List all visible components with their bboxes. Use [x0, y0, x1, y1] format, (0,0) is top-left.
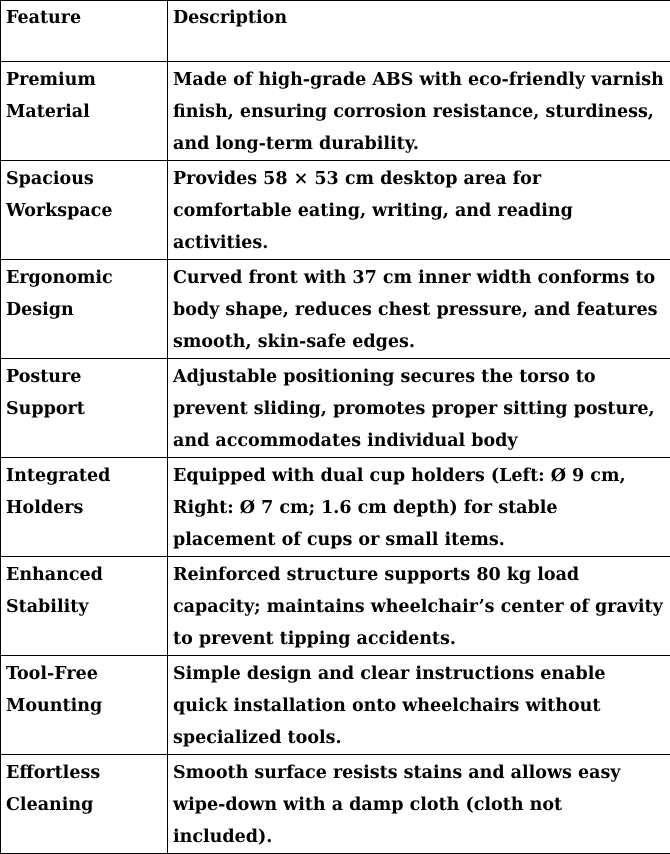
feature-cell: Ergonomic Design [1, 260, 168, 359]
description-cell: Simple design and clear instructions enable quick installation onto wheelchairs without specialized tools. [168, 656, 670, 755]
feature-cell: Tool-Free Mounting [1, 656, 168, 755]
table-row [1, 458, 670, 557]
feature-column-header: Feature [1, 1, 168, 62]
feature-cell: Spacious Workspace [1, 161, 168, 260]
table-row [1, 62, 670, 161]
table-row [1, 755, 670, 854]
feature-cell: Posture Support [1, 359, 168, 458]
description-column-header: Description [168, 1, 670, 62]
description-cell: Smooth surface resists stains and allows easy wipe-down with a damp cloth (cloth not included). [168, 755, 670, 854]
feature-cell: Integrated Holders [1, 458, 168, 557]
description-cell: Curved front with 37 cm inner width conforms to body shape, reduces chest pressure, and features smooth, skin-safe edges. [168, 260, 670, 359]
table-header-row [1, 1, 670, 62]
description-cell: Provides 58 × 53 cm desktop area for comfortable eating, writing, and reading activities. [168, 161, 670, 260]
table-row [1, 359, 670, 458]
table-row [1, 557, 670, 656]
description-cell: Reinforced structure supports 80 kg load capacity; maintains wheelchair’s center of gravity to prevent tipping accidents. [168, 557, 670, 656]
description-cell: Adjustable positioning secures the torso to prevent sliding, promotes proper sitting posture, and accommodates individual body [168, 359, 670, 458]
feature-cell: Premium Material [1, 62, 168, 161]
table-row [1, 656, 670, 755]
description-cell: Made of high-grade ABS with eco-friendly varnish finish, ensuring corrosion resistance, sturdiness, and long-term durability. [168, 62, 670, 161]
feature-cell: Effortless Cleaning [1, 755, 168, 854]
description-cell: Equipped with dual cup holders (Left: Ø 9 cm, Right: Ø 7 cm; 1.6 cm depth) for stable placement of cups or small items. [168, 458, 670, 557]
feature-cell: Enhanced Stability [1, 557, 168, 656]
table-row [1, 161, 670, 260]
table-row [1, 260, 670, 359]
